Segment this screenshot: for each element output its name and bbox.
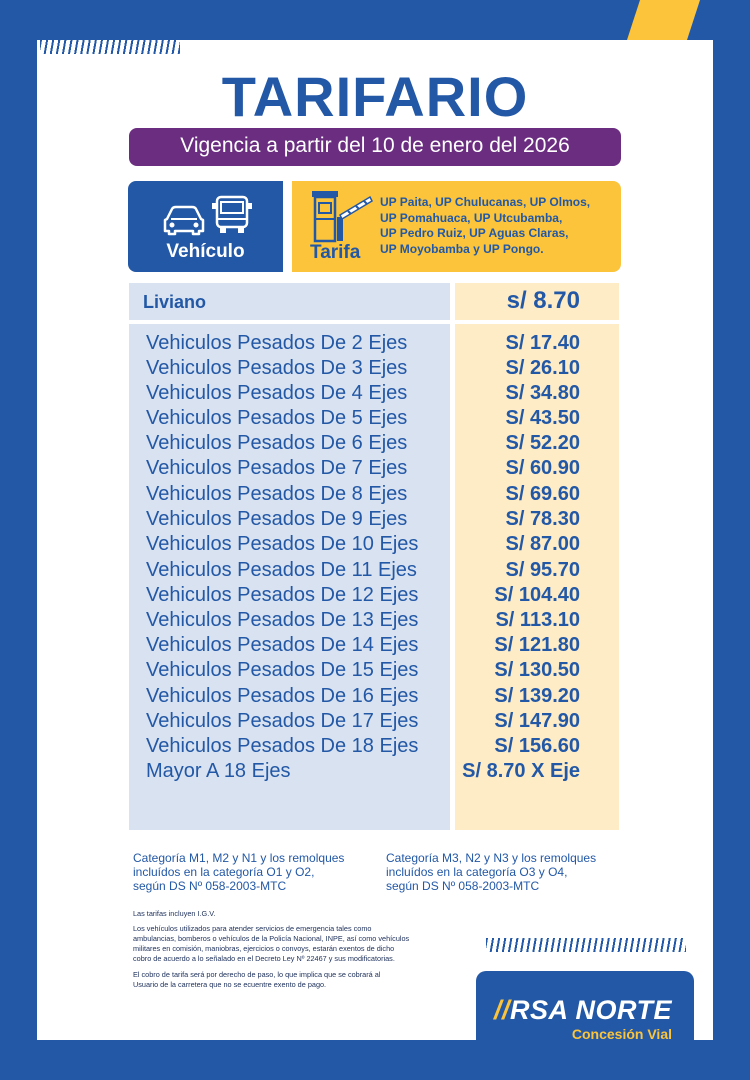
truck-icon bbox=[209, 193, 255, 239]
vehicle-label: Vehículo bbox=[166, 241, 245, 262]
toll-units-line: UP Paita, UP Chulucanas, UP Olmos, bbox=[380, 195, 591, 209]
note-line: incluídos en la categoría O1 y O2, bbox=[133, 865, 315, 879]
tariff-row-price: S/ 43.50 bbox=[505, 407, 580, 429]
toll-units-line: UP Pedro Ruiz, UP Aguas Claras, bbox=[380, 226, 569, 240]
toll-units-line: UP Pomahuaca, UP Utcubamba, bbox=[380, 210, 563, 225]
tariff-row-label: Vehiculos Pesados De 15 Ejes bbox=[146, 659, 419, 681]
toll-units-list bbox=[380, 195, 616, 257]
rsa-norte-logo bbox=[476, 971, 694, 1056]
hatch-decoration-top bbox=[40, 40, 180, 54]
page-title: TARIFARIO bbox=[221, 65, 529, 128]
tariff-row-label: Vehiculos Pesados De 18 Ejes bbox=[146, 735, 419, 757]
note-line: según DS Nº 058-2003-MTC bbox=[386, 879, 540, 893]
tariff-row-label: Vehiculos Pesados De 13 Ejes bbox=[146, 609, 419, 631]
note-line: Categoría M1, M2 y N1 y los remolques bbox=[133, 851, 345, 865]
tariff-row-price: S/ 156.60 bbox=[494, 735, 580, 757]
tariff-row-price: S/ 147.90 bbox=[494, 710, 580, 732]
tariff-row-label: Mayor A 18 Ejes bbox=[146, 760, 291, 782]
tariff-row-label: Vehiculos Pesados De 11 Ejes bbox=[146, 559, 417, 581]
tariff-row-price: S/ 78.30 bbox=[505, 508, 580, 530]
note-heavy-categories bbox=[386, 851, 596, 893]
logo-subtitle: Concesión Vial bbox=[571, 1026, 672, 1042]
tariff-row-label: Vehiculos Pesados De 6 Ejes bbox=[146, 432, 408, 454]
tariff-row-price: S/ 113.10 bbox=[495, 609, 580, 631]
tariff-row-price: S/ 26.10 bbox=[505, 357, 580, 379]
tariff-row-label: Vehiculos Pesados De 2 Ejes bbox=[146, 332, 408, 354]
note-light-categories bbox=[133, 851, 344, 893]
fine-print-line: Usuario de la carretera que no se ecuentre exento de pago. bbox=[133, 980, 327, 989]
tarifa-label: Tarifa bbox=[310, 242, 361, 263]
fine-print-line: cobro de acuerdo a lo señalado en el Decreto Ley Nº 22467 y sus modificatorias. bbox=[133, 954, 395, 963]
toll-booth-icon bbox=[306, 187, 376, 245]
tariff-row-price: S/ 34.80 bbox=[505, 382, 580, 404]
tariff-row-price: S/ 104.40 bbox=[494, 584, 580, 606]
validity-banner: Vigencia a partir del 10 de enero del 2026 bbox=[129, 128, 621, 166]
logo-name: RSA NORTE bbox=[510, 995, 673, 1025]
tariff-row-price: S/ 52.20 bbox=[505, 432, 580, 454]
fine-print-igv: Las tarifas incluyen I.G.V. bbox=[133, 909, 216, 918]
tariff-row-label: Vehiculos Pesados De 4 Ejes bbox=[146, 382, 408, 404]
tariff-row-price: S/ 69.60 bbox=[505, 483, 580, 505]
tariff-row-price: S/ 95.70 bbox=[505, 559, 580, 581]
logo-wordmark bbox=[494, 995, 672, 1026]
tariff-row-label: Vehiculos Pesados De 14 Ejes bbox=[146, 634, 419, 656]
fine-print-line: El cobro de tarifa será por derecho de paso, lo que implica que se cobrará al bbox=[133, 970, 381, 979]
note-line: incluídos en la categoría O3 y O4, bbox=[386, 865, 568, 879]
tariff-row-label: Vehiculos Pesados De 17 Ejes bbox=[146, 710, 419, 732]
tariff-row-price: S/ 87.00 bbox=[505, 533, 580, 555]
note-line: Categoría M3, N2 y N3 y los remolques bbox=[386, 851, 597, 865]
tariff-row-label: Vehiculos Pesados De 10 Ejes bbox=[146, 533, 419, 555]
tariff-row-price: S/ 60.90 bbox=[505, 457, 580, 479]
toll-units-line: UP Moyobamba y UP Pongo. bbox=[380, 241, 544, 256]
logo-slashes: // bbox=[494, 995, 511, 1025]
tariff-row-label: Vehiculos Pesados De 12 Ejes bbox=[146, 584, 419, 606]
vehicle-legend bbox=[128, 181, 283, 272]
tariff-row-label: Vehiculos Pesados De 8 Ejes bbox=[146, 483, 408, 505]
tariff-row-price: S/ 17.40 bbox=[505, 332, 580, 354]
fine-print-line: Los vehículos utilizados para atender servicios de emergencia tales como bbox=[133, 924, 372, 933]
tariff-row-price: S/ 121.80 bbox=[494, 634, 580, 656]
tariff-row-label: Vehiculos Pesados De 16 Ejes bbox=[146, 685, 419, 707]
fine-print-line: ambulancias, bomberos o vehículos de la Policía Nacional, INPE, así como vehículos bbox=[133, 934, 410, 943]
fine-print-charge bbox=[133, 970, 380, 990]
fine-print-line: militares en comisión, maniobras, ejercicios o convoys, estarán exentos de dicho bbox=[133, 944, 395, 953]
tariff-row-label: Vehiculos Pesados De 7 Ejes bbox=[146, 457, 408, 479]
tariff-row-price: S/ 139.20 bbox=[494, 685, 580, 707]
car-icon bbox=[159, 199, 209, 239]
tarifa-legend bbox=[292, 181, 621, 272]
fine-print-exemptions bbox=[133, 924, 409, 964]
tariff-row-label: Vehiculos Pesados De 3 Ejes bbox=[146, 357, 408, 379]
tariff-row-price: S/ 8.70 X Eje bbox=[462, 760, 580, 782]
hatch-decoration-bottom bbox=[486, 938, 686, 952]
tariff-row-price: S/ 130.50 bbox=[494, 659, 580, 681]
liviano-label: Liviano bbox=[143, 292, 207, 312]
liviano-price: s/ 8.70 bbox=[506, 287, 580, 314]
tariff-row-label: Vehiculos Pesados De 5 Ejes bbox=[146, 407, 408, 429]
note-line: según DS Nº 058-2003-MTC bbox=[133, 879, 287, 893]
tariff-row-label: Vehiculos Pesados De 9 Ejes bbox=[146, 508, 408, 530]
